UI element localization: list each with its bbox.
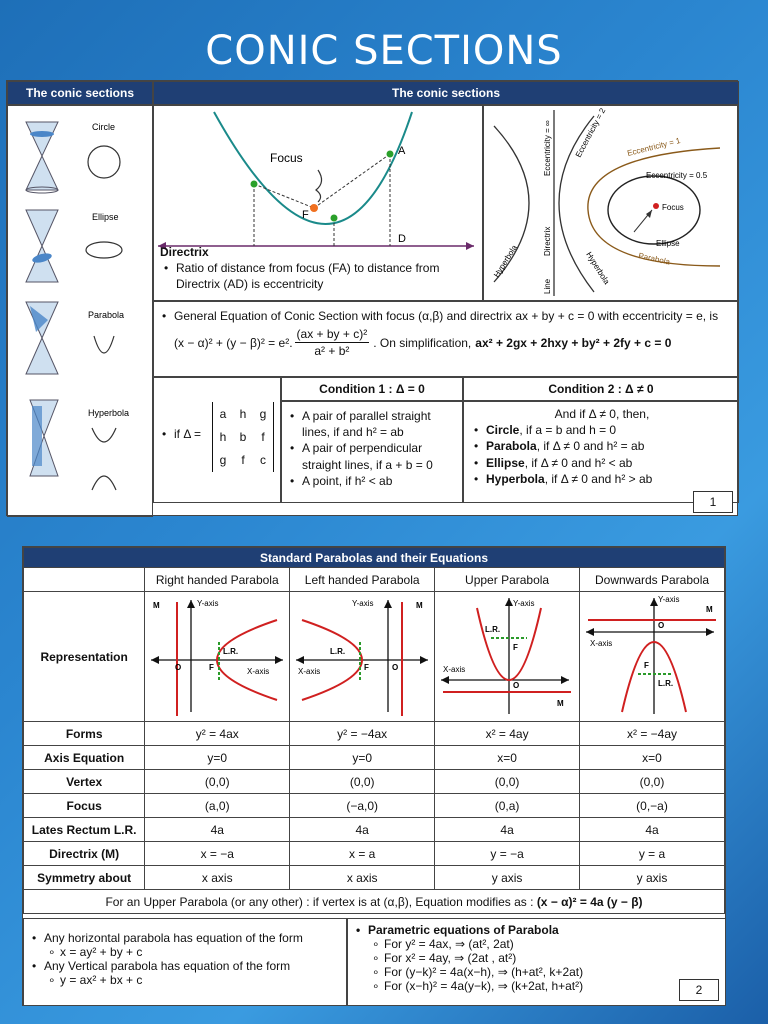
parametric-item: ∘ For x² = 4ay, ⇒ (2at , at²) bbox=[356, 951, 719, 965]
downwards-parabola-cell bbox=[580, 592, 725, 722]
matrix-cell: h bbox=[239, 406, 247, 421]
table-cell: x axis bbox=[290, 866, 435, 890]
delta-matrix bbox=[212, 402, 274, 472]
ellipse-e05 bbox=[608, 176, 700, 244]
cond1-item: • A point, if h² < ab bbox=[290, 473, 456, 489]
table-row bbox=[24, 818, 725, 842]
table-cell: (0,0) bbox=[290, 770, 435, 794]
svg-text:L.R.: L.R. bbox=[223, 647, 239, 656]
delta-if-label: • if Δ = bbox=[162, 426, 201, 442]
ecc-hyperbola-right-label: Hyperbola bbox=[584, 250, 612, 286]
ellipse-cone-icon bbox=[26, 210, 58, 282]
table-cell: y² = −4ax bbox=[290, 722, 435, 746]
cond2-body bbox=[463, 401, 739, 503]
ecc-line-label: Line bbox=[543, 278, 552, 294]
conic-sections-card bbox=[6, 80, 738, 516]
svg-text:F: F bbox=[644, 661, 649, 670]
row-label: Representation bbox=[24, 592, 145, 722]
conic-shapes-svg bbox=[8, 106, 152, 516]
shape-label-hyperbola: Hyperbola bbox=[88, 408, 130, 418]
table-row bbox=[24, 770, 725, 794]
cond2-header: Condition 2 : Δ ≠ 0 bbox=[463, 377, 739, 401]
general-eq-line bbox=[162, 326, 730, 359]
matrix-cell: b bbox=[239, 429, 247, 444]
ecc-directrix-label: Directrix bbox=[543, 226, 552, 256]
a-label: A bbox=[398, 145, 406, 157]
page-number: 1 bbox=[693, 491, 733, 513]
table-row bbox=[24, 794, 725, 818]
table-cell: x = a bbox=[290, 842, 435, 866]
circle-icon bbox=[88, 146, 120, 178]
matrix-cell: g bbox=[259, 406, 267, 421]
table-cell: 4a bbox=[435, 818, 580, 842]
standard-parabolas-card bbox=[22, 546, 726, 1006]
parametric-panel bbox=[347, 918, 726, 1006]
table-row bbox=[24, 568, 725, 592]
svg-text:F: F bbox=[364, 663, 370, 672]
focus-label: Focus bbox=[270, 151, 303, 165]
shape-label-circle: Circle bbox=[92, 122, 116, 132]
right-parabola-cell bbox=[145, 592, 290, 722]
ecc-inf-label: Eccentricity = ∞ bbox=[543, 120, 552, 176]
table-cell: x = −a bbox=[145, 842, 290, 866]
left-parabola-diagram bbox=[292, 592, 432, 718]
left-parabola-cell bbox=[290, 592, 435, 722]
table-row bbox=[24, 866, 725, 890]
svg-text:Y-axis: Y-axis bbox=[352, 599, 374, 608]
table-cell: (0,−a) bbox=[580, 794, 725, 818]
svg-text:X-axis: X-axis bbox=[298, 667, 321, 676]
upper-parabola-diagram bbox=[437, 592, 577, 718]
table-cell: (a,0) bbox=[145, 794, 290, 818]
ecc-focus-point bbox=[653, 203, 659, 209]
row-label: Axis Equation bbox=[24, 746, 145, 770]
general-eq-intro: • General Equation of Conic Section with focus (α,β) and directrix ax + by + c = 0 with eccentricity = e, is bbox=[162, 308, 730, 324]
cond2-item: • Ellipse, if Δ ≠ 0 and h² < ab bbox=[474, 455, 730, 471]
table-cell: (0,0) bbox=[145, 770, 290, 794]
table-cell: (−a,0) bbox=[290, 794, 435, 818]
ecc-1-label: Eccentricity = 1 bbox=[626, 136, 682, 158]
svg-text:X-axis: X-axis bbox=[443, 665, 466, 674]
right-parabola-diagram bbox=[147, 592, 287, 718]
table-cell: (0,a) bbox=[435, 794, 580, 818]
row-label: Directrix (M) bbox=[24, 842, 145, 866]
row-label: Focus bbox=[24, 794, 145, 818]
table-cell: y=0 bbox=[290, 746, 435, 770]
table-cell: y = a bbox=[580, 842, 725, 866]
table-cell: (0,0) bbox=[435, 770, 580, 794]
note-item: • Any horizontal parabola has equation of the form bbox=[32, 931, 340, 945]
matrix-cell: g bbox=[219, 453, 227, 468]
table-cell: 4a bbox=[580, 818, 725, 842]
cond1-header: Condition 1 : Δ = 0 bbox=[281, 377, 463, 401]
svg-text:Y-axis: Y-axis bbox=[197, 599, 219, 608]
svg-text:Y-axis: Y-axis bbox=[658, 595, 680, 604]
column-header: Downwards Parabola bbox=[580, 568, 725, 592]
hyperbola-cone-icon bbox=[30, 400, 58, 476]
cond1-item: • A pair of perpendicular straight lines, if a + b = 0 bbox=[290, 440, 456, 472]
svg-text:X-axis: X-axis bbox=[590, 639, 613, 648]
table-cell: x=0 bbox=[435, 746, 580, 770]
table-cell: y axis bbox=[580, 866, 725, 890]
general-eq-den: a² + b² bbox=[314, 344, 350, 359]
hyperbola-icon bbox=[92, 428, 116, 490]
note-sub: ∘ y = ax² + bx + c bbox=[32, 973, 340, 987]
table-cell: y axis bbox=[435, 866, 580, 890]
table-cell: x axis bbox=[145, 866, 290, 890]
table-row bbox=[24, 592, 725, 722]
table-header: Standard Parabolas and their Equations bbox=[24, 548, 725, 568]
general-eq-num: (ax + by + c)² bbox=[295, 326, 370, 343]
column-header: Left handed Parabola bbox=[290, 568, 435, 592]
table-cell: x=0 bbox=[580, 746, 725, 770]
svg-text:M: M bbox=[416, 601, 423, 610]
eccentricity-panel bbox=[483, 105, 739, 301]
table-cell: 4a bbox=[290, 818, 435, 842]
eccentricity-diagram bbox=[484, 106, 738, 300]
table-cell: (0,0) bbox=[580, 770, 725, 794]
column-header: Upper Parabola bbox=[435, 568, 580, 592]
directrix-label: Directrix bbox=[160, 245, 209, 259]
general-eq-fraction bbox=[295, 326, 370, 359]
svg-text:L.R.: L.R. bbox=[330, 647, 346, 656]
ecc-hyperbola-left-label: Hyperbola bbox=[492, 243, 520, 280]
shift-note: For an Upper Parabola (or any other) : if vertex is at (α,β), Equation modifies as : bbox=[105, 894, 534, 909]
cond2-intro: And if Δ ≠ 0, then, bbox=[554, 407, 650, 421]
parabola-icon bbox=[94, 336, 114, 353]
d-label: D bbox=[398, 233, 406, 245]
focus-point bbox=[310, 204, 318, 212]
f-label: F bbox=[302, 209, 309, 221]
circle-cone-icon bbox=[26, 122, 58, 193]
matrix-cell: f bbox=[241, 453, 245, 468]
parametric-item: ∘ For (y−k)² = 4a(x−h), ⇒ (h+at², k+2at) bbox=[356, 965, 719, 979]
row-label: Lates Rectum L.R. bbox=[24, 818, 145, 842]
ecc-focus-label: Focus bbox=[662, 203, 684, 212]
ellipse-icon bbox=[86, 242, 122, 258]
parabola-cone-icon bbox=[26, 302, 58, 374]
note-sub: ∘ x = ay² + by + c bbox=[32, 945, 340, 959]
svg-text:M: M bbox=[706, 605, 713, 614]
page-number: 2 bbox=[679, 979, 719, 1001]
ecc-ellipse-label: Ellipse bbox=[656, 239, 680, 248]
row-label: Symmetry about bbox=[24, 866, 145, 890]
svg-text:L.R.: L.R. bbox=[485, 625, 501, 634]
ecc-parabola-label: Parabola bbox=[637, 251, 671, 267]
cond2-item: • Parabola, if Δ ≠ 0 and h² = ab bbox=[474, 438, 730, 454]
ecc-05-label: Eccentricity = 0.5 bbox=[646, 171, 708, 180]
svg-text:F: F bbox=[209, 663, 215, 672]
ecc-2-label: Eccentricity = 2 bbox=[573, 106, 608, 159]
table-cell: y=0 bbox=[145, 746, 290, 770]
table-row bbox=[24, 746, 725, 770]
form-notes-panel bbox=[23, 918, 347, 1006]
header-right: The conic sections bbox=[153, 81, 739, 105]
cond1-item: • A pair of parallel straight lines, if and h² = ab bbox=[290, 408, 456, 440]
shape-label-ellipse: Ellipse bbox=[92, 212, 119, 222]
table-cell: y = −a bbox=[435, 842, 580, 866]
table-cell: y² = 4ax bbox=[145, 722, 290, 746]
row-label: Forms bbox=[24, 722, 145, 746]
page-title: CONIC SECTIONS bbox=[205, 28, 563, 74]
general-eq-simp: . On simplification, bbox=[373, 335, 472, 350]
row-label: Vertex bbox=[24, 770, 145, 794]
parametric-item: ∘ For (x−h)² = 4a(y−k), ⇒ (k+2at, h+at²) bbox=[356, 979, 719, 993]
column-header: Right handed Parabola bbox=[145, 568, 290, 592]
svg-text:M: M bbox=[153, 601, 160, 610]
matrix-cell: c bbox=[260, 453, 266, 468]
parametric-title: • Parametric equations of Parabola bbox=[356, 923, 719, 937]
note-item: • Any Vertical parabola has equation of the form bbox=[32, 959, 340, 973]
table-row bbox=[24, 842, 725, 866]
downwards-parabola-diagram bbox=[582, 592, 722, 718]
svg-text:X-axis: X-axis bbox=[247, 667, 270, 676]
svg-text:F: F bbox=[513, 643, 518, 652]
general-equation-panel bbox=[153, 301, 739, 377]
shapes-column bbox=[7, 105, 153, 517]
cond2-item: • Circle, if a = b and h = 0 bbox=[474, 422, 730, 438]
delta-matrix-panel bbox=[153, 377, 281, 503]
general-eq-result: ax² + 2gx + 2hxy + by² + 2fy + c = 0 bbox=[475, 335, 672, 350]
upper-parabola-cell bbox=[435, 592, 580, 722]
shift-note-row bbox=[24, 890, 725, 914]
svg-text:L.R.: L.R. bbox=[658, 679, 674, 688]
table-row bbox=[24, 722, 725, 746]
ratio-text: • Ratio of distance from focus (FA) to distance from Directrix (AD) is eccentricity bbox=[164, 260, 480, 292]
shift-equation: (x − α)² = 4a (y − β) bbox=[536, 894, 643, 909]
svg-text:M: M bbox=[557, 699, 564, 708]
svg-text:O: O bbox=[392, 663, 399, 672]
header-left: The conic sections bbox=[7, 81, 153, 105]
table-cell: x² = 4ay bbox=[435, 722, 580, 746]
cond2-item: • Hyperbola, if Δ ≠ 0 and h² > ab bbox=[474, 471, 730, 487]
svg-text:O: O bbox=[658, 621, 665, 630]
table-cell: x² = −4ay bbox=[580, 722, 725, 746]
matrix-cell: a bbox=[219, 406, 227, 421]
focus-directrix-diagram bbox=[154, 106, 482, 256]
focus-directrix-panel bbox=[153, 105, 483, 301]
table-cell: 4a bbox=[145, 818, 290, 842]
parametric-item: ∘ For y² = 4ax, ⇒ (at², 2at) bbox=[356, 937, 719, 951]
svg-text:Y-axis: Y-axis bbox=[513, 599, 535, 608]
cond1-body bbox=[281, 401, 463, 503]
matrix-cell: f bbox=[261, 429, 265, 444]
svg-text:O: O bbox=[513, 681, 520, 690]
matrix-cell: h bbox=[219, 429, 227, 444]
shape-label-parabola: Parabola bbox=[88, 310, 125, 320]
svg-text:O: O bbox=[175, 663, 182, 672]
parabola-table bbox=[23, 547, 725, 914]
general-eq-lhs: (x − α)² + (y − β)² = e². bbox=[174, 335, 293, 350]
